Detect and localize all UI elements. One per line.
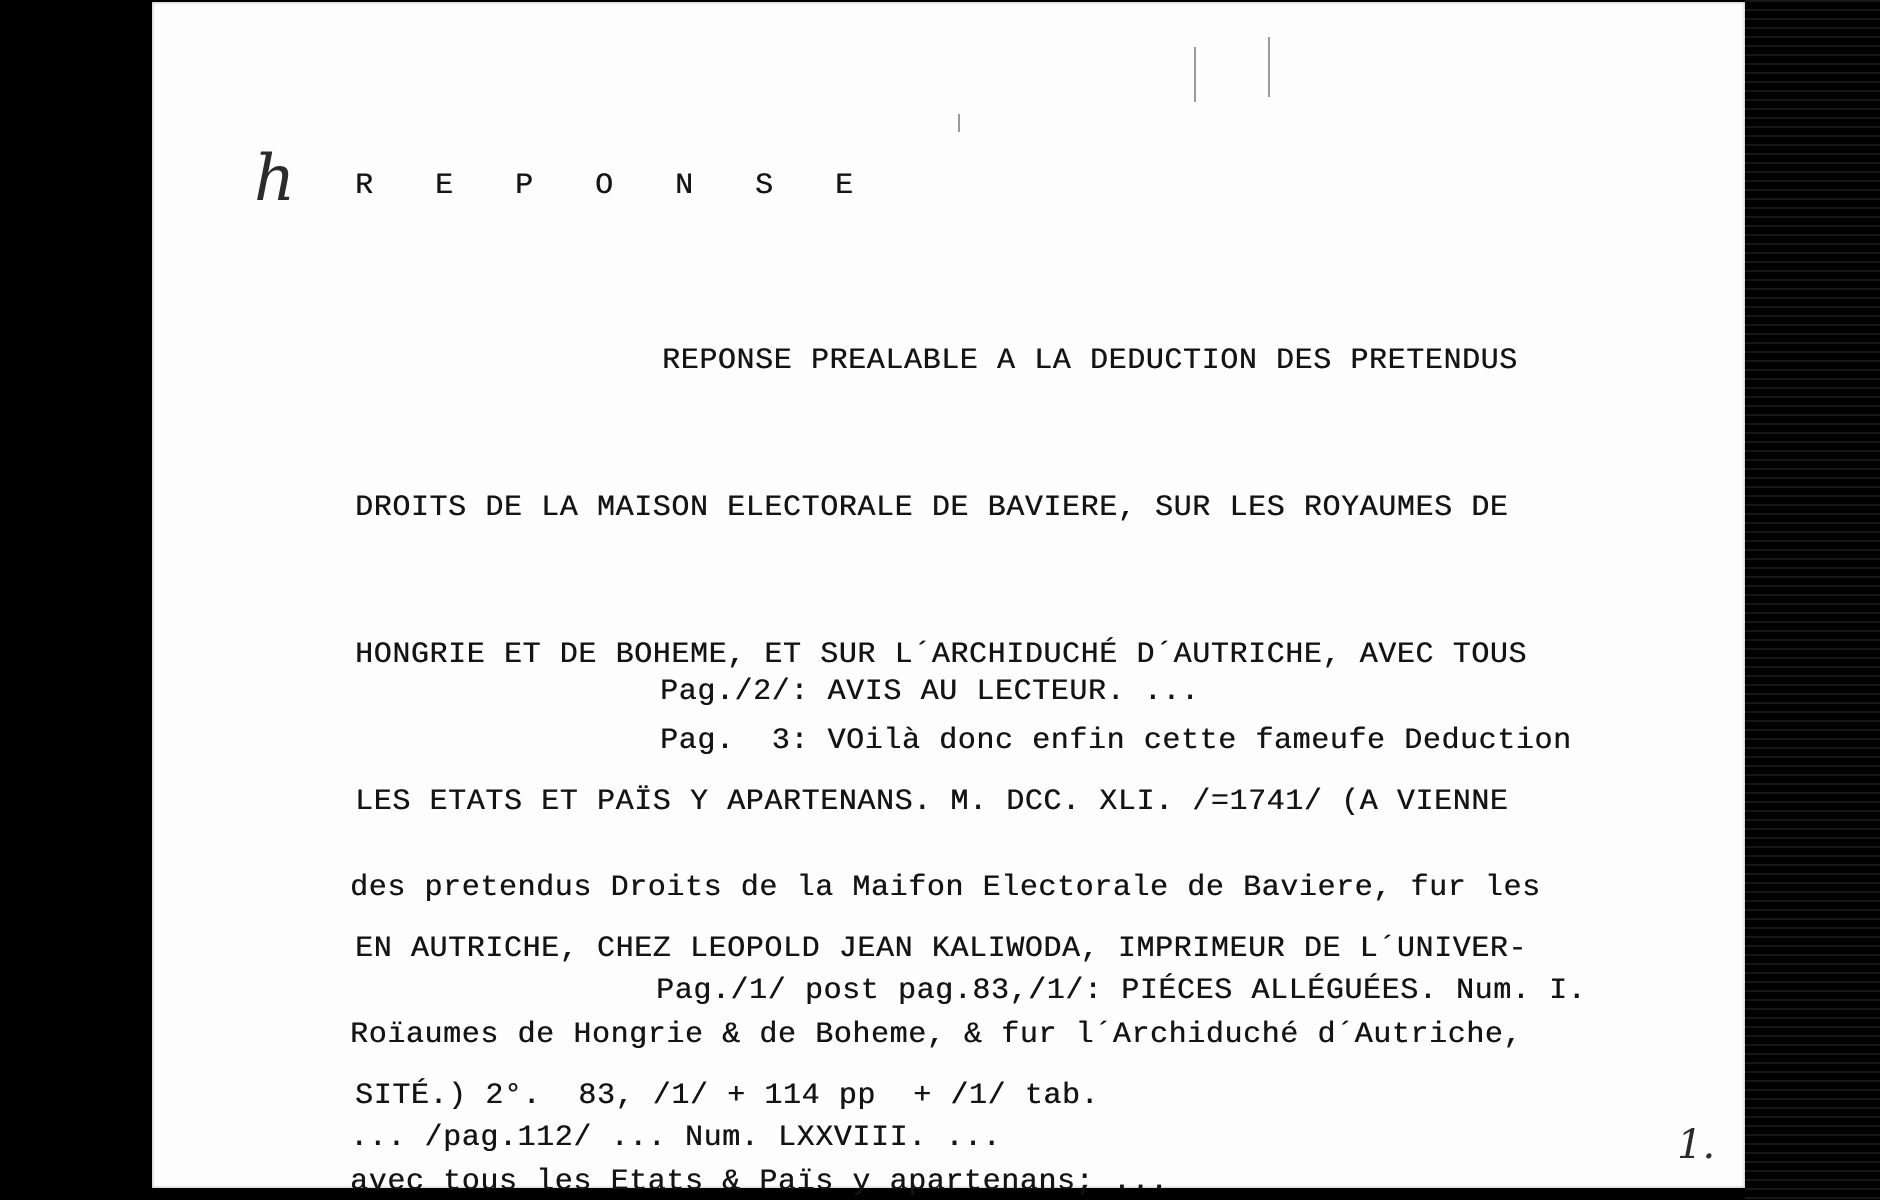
pieces-continuation bbox=[350, 1016, 1001, 1200]
entry-line: LES ETATS ET PAÏS Y APARTENANS. M. DCC. XLI. /=1741/ (A VIENNE bbox=[355, 785, 1509, 819]
page-2-note: Pag./2/: AVIS AU LECTEUR. ... bbox=[660, 675, 1200, 709]
quote-line: des pretendus Droits de la Maifon Electorale de Baviere, fur les bbox=[350, 871, 1541, 905]
entry-line: SITÉ.) 2°. 83, /1/ + 114 pp + /1/ tab. bbox=[355, 1079, 1100, 1113]
entry-line: DROITS DE LA MAISON ELECTORALE DE BAVIERE, SUR LES ROYAUMES DE bbox=[355, 491, 1509, 525]
page-1-post-83-note: Pag./1/ post pag.83,/1/: PIÉCES ALLÉGUÉES. Num. I. bbox=[656, 974, 1587, 1008]
scan-edge-noise bbox=[1745, 0, 1880, 1200]
entry-first-line: REPONSE PREALABLE A LA DEDUCTION DES PRETENDUS bbox=[662, 344, 1518, 378]
handwritten-page-number: 1. bbox=[1677, 1122, 1716, 1168]
catalog-card bbox=[152, 2, 1745, 1199]
handwritten-mark: h bbox=[254, 142, 296, 216]
scan-mark bbox=[1194, 47, 1196, 102]
page-3-note: Pag. 3: VOilà donc enfin cette fameufe Deduction bbox=[660, 724, 1572, 758]
card-heading: R E P O N S E bbox=[355, 169, 876, 203]
scan-mark bbox=[1268, 37, 1270, 97]
quote-line: avec tous les Etats & Païs y apartenans; ... bbox=[350, 1165, 1169, 1199]
entry-line: EN AUTRICHE, CHEZ LEOPOLD JEAN KALIWODA, IMPRIMEUR DE L´UNIVER- bbox=[355, 932, 1527, 966]
pieces-line: ... /pag.112/ ... Num. LXXVIII. ... bbox=[350, 1121, 1002, 1155]
entry-line: HONGRIE ET DE BOHEME, ET SUR L´ARCHIDUCHÉ D´AUTRICHE, AVEC TOUS bbox=[355, 638, 1527, 672]
quote-line: Roïaumes de Hongrie & de Boheme, & fur l´Archiduché d´Autriche, bbox=[350, 1018, 1522, 1052]
scan-mark bbox=[958, 114, 960, 132]
